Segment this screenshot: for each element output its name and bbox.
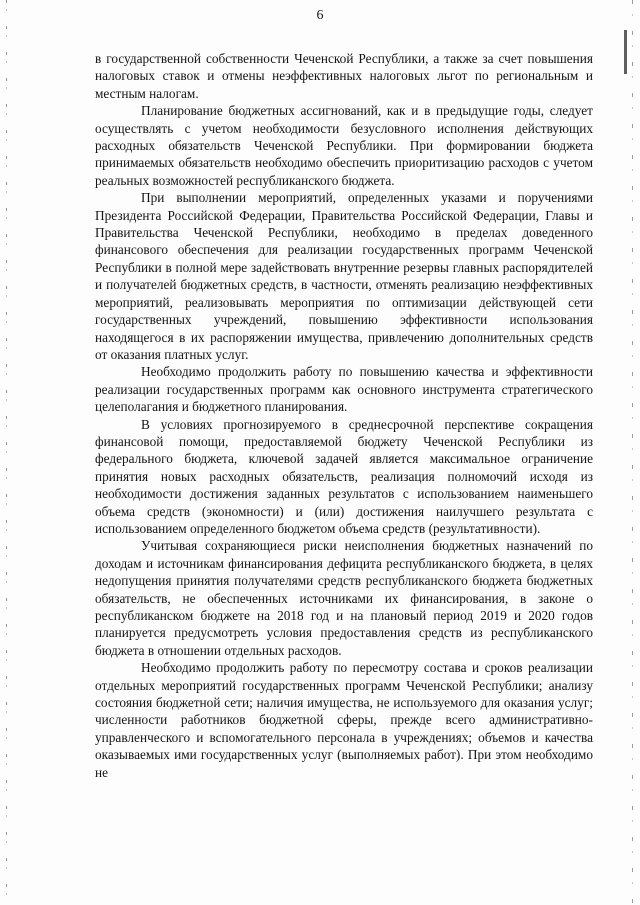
paragraph-4: Необходимо продолжить работу по повышению качества и эффективности реализации государственных программ как основного инструмента стратегического целеполагания и бюджетного планирования. bbox=[95, 364, 593, 415]
page-number: 6 bbox=[316, 8, 324, 23]
scan-edge-left bbox=[6, 0, 7, 905]
scan-corner-mark bbox=[624, 30, 627, 74]
paragraph-7: Необходимо продолжить работу по пересмотру состава и сроков реализации отдельных мероприятий государственных программ Чеченской Республики; анализу состояния бюджетной сети; наличия имущества, не используемого для оказания услуг; численности работников бюджетной сферы, прежде всего административно-управленческого и вспомогательного персонала в учреждениях; объемов и качества оказываемых ими государственных услуг (выполняемых работ). При этом необходимо не bbox=[95, 660, 593, 780]
paragraph-5: В условиях прогнозируемого в среднесрочной перспективе сокращения финансовой помощи, предоставляемой бюджету Чеченской Республики из федерального бюджета, ключевой задачей является максимальное ограничение принятия новых расходных обязательств, реализация полномочий исходя из необходимости достижения заданных результатов с использованием наименьшего объема средств (экономности) и (или) достижения наилучшего результата с использованием определенного бюджетом объема средств (результативности). bbox=[95, 416, 593, 536]
document-body bbox=[95, 50, 593, 781]
scan-edge-right bbox=[632, 0, 633, 905]
paragraph-6: Учитывая сохраняющиеся риски неисполнения бюджетных назначений по доходам и источникам финансирования дефицита республиканского бюджета, в целях недопущения принятия получателями средств республиканского бюджета бюджетных обязательств, не обеспеченных источниками их финансирования, в законе о республиканском бюджете на 2018 год и на плановый период 2019 и 2020 годов планируется предусмотреть условия предоставления средств из республиканского бюджета в отношении отдельных расходов. bbox=[95, 538, 593, 658]
paragraph-1: в государственной собственности Чеченской Республики, а также за счет повышения налоговых ставок и отмены неэффективных налоговых льгот по региональным и местным налогам. bbox=[95, 51, 593, 101]
paragraph-3: При выполнении мероприятий, определенных указами и поручениями Президента Российской Федерации, Правительства Российской Федерации, Главы и Правительства Чеченской Республики, необходимо в пределах доведенного финансового обеспечения для реализации государственных программ Чеченской Республики в полной мере задействовать внутренние резервы главных распорядителей и получателей бюджетных средств, в частности, отменять реализацию неэффективных мероприятий, реализовывать мероприятия по оптимизации действующей сети государственных учреждений, повышению эффективности использования находящегося в их распоряжении имущества, привлечению дополнительных средств от оказания платных услуг. bbox=[95, 190, 593, 362]
paragraph-2: Планирование бюджетных ассигнований, как и в предыдущие годы, следует осуществлять с учетом необходимости безусловного исполнения действующих расходных обязательств Чеченской Республики. При формировании бюджета принимаемых обязательств необходимо обеспечить приоритизацию расходов с учетом реальных возможностей республиканского бюджета. bbox=[95, 103, 593, 188]
